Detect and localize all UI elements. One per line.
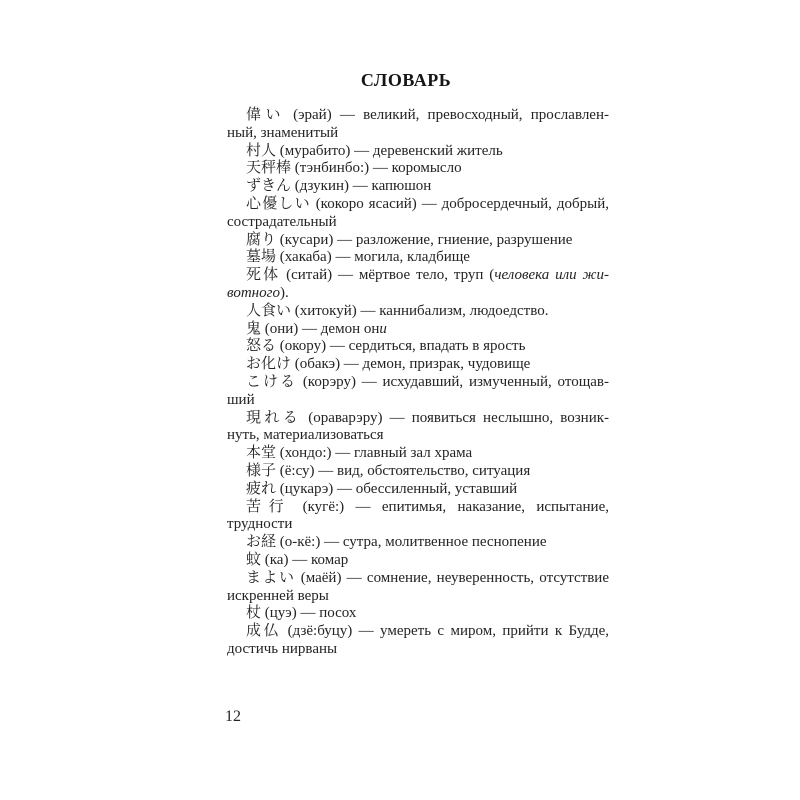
text-segment: 成仏 (дзё:буцу) — умереть с миром, прийти к Будде,: [246, 623, 609, 640]
text-segment: сострадательный: [227, 213, 337, 230]
dictionary-text: [227, 107, 609, 659]
dictionary-line: [227, 481, 609, 499]
text-segment: ный, знаменитый: [227, 124, 339, 141]
dictionary-line: [227, 249, 609, 267]
dictionary-line: [227, 321, 609, 339]
text-segment: трудности: [227, 516, 293, 533]
dictionary-line: [227, 392, 609, 410]
dictionary-line: [227, 160, 609, 178]
dictionary-line: [227, 534, 609, 552]
text-segment: и: [379, 320, 387, 337]
dictionary-line: [227, 285, 609, 303]
dictionary-line: [227, 338, 609, 356]
text-segment: 村人 (мурабито) — деревенский житель: [246, 142, 503, 159]
dictionary-line: [227, 570, 609, 588]
text-segment: 偉い (эрай) — великий, превосходный, прославлен-: [246, 107, 609, 123]
page-title: СЛОВАРЬ: [360, 70, 452, 90]
dictionary-line: [227, 303, 609, 321]
dictionary-line: [227, 143, 609, 161]
text-segment: вотного: [227, 284, 280, 301]
page-number: 12: [225, 708, 241, 725]
text-segment: человека или жи-: [494, 267, 609, 284]
text-segment: 蚊 (ка) — комар: [246, 551, 349, 568]
dictionary-line: [227, 374, 609, 392]
text-segment: ずきん (дзукин) — капюшон: [246, 178, 432, 195]
dictionary-line: [227, 356, 609, 374]
dictionary-line: [227, 516, 609, 534]
dictionary-line: [227, 463, 609, 481]
dictionary-line: [227, 445, 609, 463]
text-segment: 心優しい (кокоро ясасий) — добросердечный, добрый,: [246, 195, 609, 212]
dictionary-line: [227, 641, 609, 659]
dictionary-line: [227, 232, 609, 250]
dictionary-line: [227, 267, 609, 285]
dictionary-line: [227, 410, 609, 428]
text-segment: こける (корэру) — исхудавший, измученный, отощав-: [246, 373, 609, 390]
text-segment: нуть, материализоваться: [227, 427, 384, 444]
text-segment: 死体 (ситай) — мёртвое тело, труп (: [246, 267, 495, 284]
text-segment: 怒る (окору) — сердиться, впадать в ярость: [246, 338, 526, 355]
dictionary-line: [227, 214, 609, 232]
text-segment: 鬼 (они) — демон он: [246, 320, 380, 337]
text-segment: まよい (маёй) — сомнение, неуверенность, отсутствие: [246, 569, 609, 586]
text-segment: 人食い (хитокуй) — каннибализм, людоедство.: [246, 302, 549, 319]
text-segment: 杖 (цуэ) — посох: [246, 605, 357, 622]
dictionary-line: [227, 623, 609, 641]
dictionary-line: [227, 552, 609, 570]
text-segment: ).: [279, 284, 289, 301]
dictionary-line: [227, 588, 609, 606]
text-segment: искренней веры: [227, 587, 329, 604]
dictionary-line: [227, 125, 609, 143]
dictionary-line: [227, 605, 609, 623]
dictionary-line: [227, 196, 609, 214]
dictionary-line: [227, 499, 609, 517]
text-segment: 墓場 (хакаба) — могила, кладбище: [246, 249, 470, 266]
text-segment: 本堂 (хондо:) — главный зал храма: [246, 445, 473, 462]
dictionary-line: [227, 427, 609, 445]
text-segment: 疲れ (цукарэ) — обессиленный, уставший: [246, 480, 518, 497]
dictionary-line: [227, 178, 609, 196]
text-segment: 苦行 (кугё:) — епитимья, наказание, испытание,: [246, 498, 609, 515]
text-segment: достичь нирваны: [227, 640, 338, 657]
text-segment: 腐り (кусари) — разложение, гниение, разрушение: [246, 231, 573, 248]
text-segment: 現れる (ораварэру) — появиться неслышно, возник-: [246, 409, 609, 426]
text-segment: ший: [227, 391, 255, 408]
text-segment: お経 (о-кё:) — сутра, молитвенное песнопение: [246, 534, 547, 551]
text-segment: 天秤棒 (тэнбинбо:) — коромысло: [246, 160, 462, 177]
text-segment: お化け (обакэ) — демон, призрак, чудовище: [246, 356, 531, 373]
dictionary-line: [227, 107, 609, 125]
text-segment: 様子 (ё:су) — вид, обстоятельство, ситуация: [246, 462, 531, 479]
